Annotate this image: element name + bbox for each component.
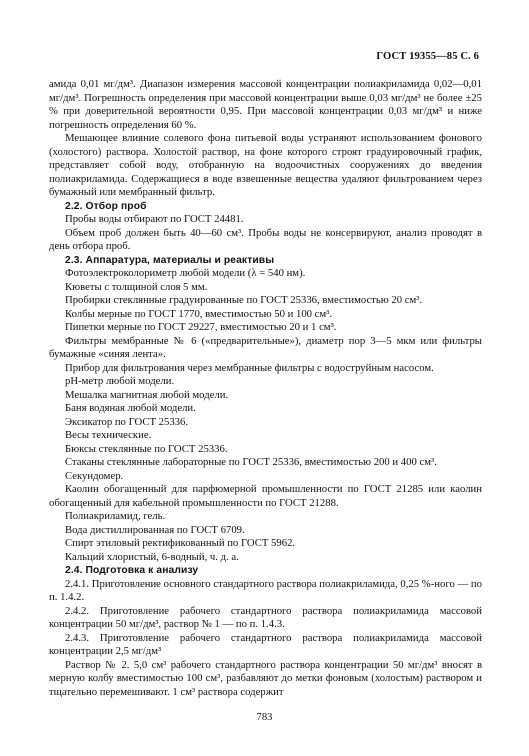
paragraph: Колбы мерные по ГОСТ 1770, вместимостью 50 и 100 см³.: [65, 307, 333, 320]
paragraph: Баня водяная любой модели.: [65, 402, 196, 414]
paragraph: Раствор № 2. 5,0 см³ рабочего стандартного раствора концентрации 50 мг/дм³ вносят в мерную колбу вместимостью 100 см³, разбавляют до метки фоновым (холостым) раствором и тщательно перемешивают. 1 см³ раствора содержит: [49, 658, 482, 698]
section-heading: 2.2. Отбор проб: [65, 200, 147, 212]
paragraph: 2.4.3. Приготовление рабочего стандартного раствора полиакриламида массовой концентрации 2,5 мг/дм³: [49, 631, 482, 657]
paragraph: Фотоэлектроколориметр любой модели (λ = 540 нм).: [65, 267, 306, 279]
paragraph: Пипетки мерные по ГОСТ 29227, вместимостью 20 и 1 см³.: [65, 321, 337, 333]
running-header: ГОСТ 19355—85 С. 6: [376, 51, 479, 62]
section-heading: 2.3. Аппаратура, материалы и реактивы: [65, 254, 275, 266]
paragraph: Кальций хлористый, 6-водный, ч. д. а.: [65, 550, 239, 563]
paragraph: Полиакриламид, гель.: [65, 510, 166, 522]
section-heading: 2.4. Подготовка к анализу: [65, 565, 199, 576]
paragraph: Кюветы с толщиной слоя 5 мм.: [65, 280, 208, 293]
paragraph: 2.4.2. Приготовление рабочего стандартного раствора полиакриламида массовой концентрации 50 мг/дм³, раствор № 1 — по п. 1.4.3.: [49, 604, 482, 630]
paragraph: Спирт этиловый ректификованный по ГОСТ 5962.: [65, 537, 296, 549]
paragraph: Мешалка магнитная любой модели.: [65, 388, 229, 401]
paragraph: Пробирки стеклянные градуированные по ГОСТ 25336, вместимостью 20 см³.: [65, 294, 423, 306]
paragraph: Вода дистиллированная по ГОСТ 6709.: [65, 523, 245, 536]
paragraph: Пробы воды отбирают по ГОСТ 24481.: [65, 213, 244, 225]
paragraph: Весы технические.: [65, 429, 152, 441]
paragraph: Объем проб должен быть 40—60 см³. Пробы воды не консервируют, анализ проводят в день отбора проб.: [49, 226, 482, 252]
page-number: 783: [256, 712, 273, 723]
document-body: [49, 78, 482, 699]
paragraph: Секундомер.: [65, 469, 124, 482]
paragraph: Фильтры мембранные № 6 («предварительные»), диаметр пор 3—5 мкм или фильтры бумажные «синяя лента».: [49, 334, 482, 360]
paragraph: Бюксы стеклянные по ГОСТ 25336.: [65, 442, 228, 455]
paragraph: Мешающее влияние солевого фона питьевой воды устраняют использованием фонового (холостого) раствора. Холостой раствор, на фоне которого строят градуировочный график, представляет собой воду, отобранную на водоочистных сооружениях до введения полиакриламида. Содержащиеся в воде взвешенные вещества удаляют фильтрованием через бумажный или мембранный фильтр.: [49, 132, 482, 198]
paragraph: Каолин обогащенный для парфюмерной промышленности по ГОСТ 21285 или каолин обогащенный для кабельной промышленности по ГОСТ 21288.: [49, 483, 482, 509]
paragraph: Стаканы стеклянные лабораторные по ГОСТ 25336, вместимостью 200 и 400 см³.: [65, 456, 437, 468]
paragraph: pH-метр любой модели.: [65, 375, 175, 387]
paragraph: Эксикатор по ГОСТ 25336.: [65, 415, 189, 428]
paragraph: амида 0,01 мг/дм³. Диапазон измерения массовой концентрации полиакриламида 0,02—0,01 мг/дм³. Погрешность определения при массовой концентрации выше 0,03 мг/дм³ не более ±25 % при доверительной вероятности 0,95. При массовой концентрации 0,03 мг/дм³ и ниже погрешность определения 60 %.: [49, 78, 482, 131]
paragraph: Прибор для фильтрования через мембранные фильтры с водоструйным насосом.: [65, 361, 434, 374]
paragraph: 2.4.1. Приготовление основного стандартного раствора полиакриламида, 0,25 %-ного — по п. 1.4.2.: [49, 577, 482, 603]
